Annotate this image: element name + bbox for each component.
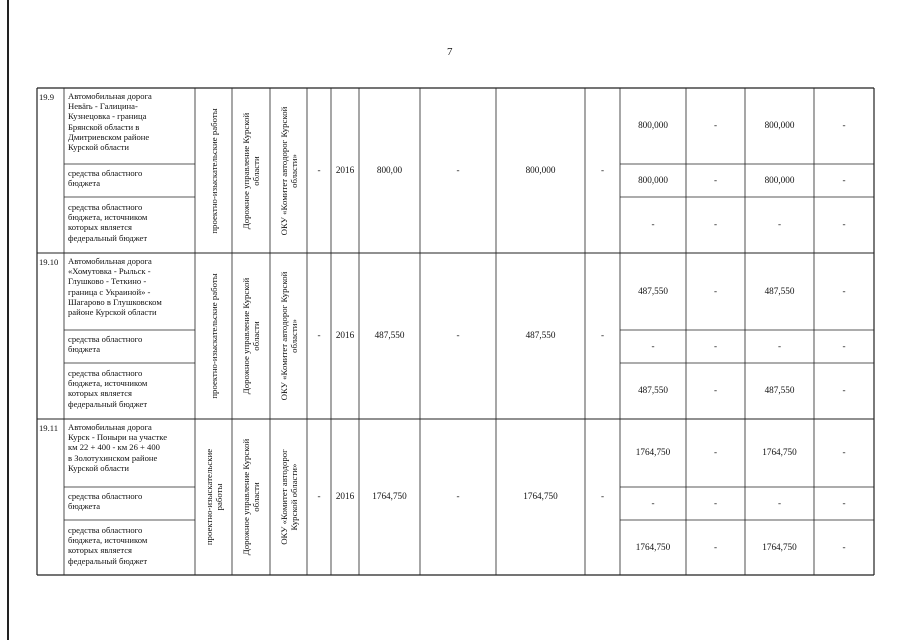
financing-value: - [842,174,846,185]
object-name: Курской области [68,142,130,152]
dash-cell: - [317,491,321,501]
financing-value: - [842,447,846,457]
funding-source-regional: средства областного [68,334,143,344]
customer-line: области [251,321,261,351]
financing-value: 800,000 [764,120,795,130]
financing-value: 487,550 [638,285,668,296]
financing-value: 1764,750 [762,541,797,552]
work-type-line: проектно-изыскательские [203,448,214,546]
year-cell: 2016 [335,491,355,501]
object-name: Брянской области в [68,121,140,132]
financing-value: - [713,219,718,229]
work-type [204,449,224,545]
executor-line: области» [288,153,299,188]
object-name: граница с Украиной» - [68,286,151,297]
customer [241,439,261,555]
financing-value: - [713,174,718,185]
financing-value: - [651,497,655,508]
funding-source-federal: которых является [68,388,132,399]
object-name: Глушково - Теткино - [68,276,147,287]
financing-value: - [713,385,718,395]
financing-value: 1764,750 [635,447,671,457]
financing-value: - [713,340,718,351]
object-name: Кузнецовка - граница [68,111,147,122]
financing-value: 487,550 [764,285,795,296]
financing-value: - [842,285,846,296]
amount-cell: 487,550 [525,330,556,340]
customer-line: Дорожное управление Курской [241,438,251,556]
object-name: Курской области [68,462,130,473]
dash-cell: - [456,491,460,501]
financing-value: - [842,219,846,229]
object-name: Шагарово в Глушковском [68,296,162,307]
funding-source-regional: средства областного [68,491,143,501]
financing-value: - [713,447,718,457]
customer [241,278,261,394]
object-name: Автомобильная дорога [68,422,152,432]
financing-value: - [842,541,846,552]
object-name: км 22 + 400 - км 26 + 400 [68,442,160,453]
row-number: 19.11 [39,423,59,433]
financing-value: - [713,541,718,552]
financing-value: - [777,497,782,508]
work-type [209,273,219,398]
cost-cell: 800,00 [376,164,403,175]
financing-value: 800,000 [638,174,668,185]
dash-cell: - [456,330,460,340]
financing-value: 800,000 [638,120,668,130]
customer-line: области [251,482,261,512]
financing-value: - [713,285,718,296]
year-cell: 2016 [335,164,355,175]
funding-source-federal: федеральный бюджет [68,555,148,566]
funding-source-federal: бюджета, источником [68,212,148,223]
funding-source-federal: бюджета, источником [68,378,148,389]
financing-value: 800,000 [764,174,795,185]
dash-cell: - [317,164,321,175]
work-type-line: проектно-изыскательские работы [208,273,219,399]
financing-value: 1764,750 [762,447,797,457]
financing-value: - [713,120,718,130]
work-type [209,108,219,233]
financing-value: - [713,497,718,508]
object-name: Дмитриевском районе [68,131,150,142]
object-name: районе Курской области [68,307,157,317]
customer-line: области [251,155,261,186]
object-name: «Хомутовка - Рыльск - [68,266,151,277]
object-name: Автомобильная дорога [68,256,152,266]
financing-value: - [651,340,655,351]
funding-source-federal: средства областного [68,368,143,378]
dash-cell: - [317,330,321,340]
customer [241,112,261,228]
row-number: 19.10 [39,257,59,267]
customer-line: Дорожное управление Курской [241,112,251,229]
funding-source-federal: федеральный бюджет [68,398,148,409]
funding-source-federal: средства областного [68,202,143,212]
funding-source-regional: средства областного [68,168,143,178]
executor-line: Курской области» [288,463,299,531]
financing-value: - [842,497,846,508]
cost-cell: 487,550 [374,330,405,340]
executor-line: ОКУ «Комитет автодорог Курской [278,106,289,235]
financing-value: - [842,385,846,395]
financing-value: - [651,219,655,229]
funding-source-federal: которых является [68,545,132,556]
dash-cell: - [600,330,605,340]
funding-source-federal: средства областного [68,525,143,535]
executor [279,106,299,235]
amount-cell: 1764,750 [523,491,558,501]
work-type-line: проектно-изыскательские работы [208,107,219,234]
dash-cell: - [600,491,605,501]
cost-cell: 1764,750 [372,491,407,501]
object-name: Автомобильная дорога [68,91,152,101]
object-name: Невärь - Галицина- [68,101,138,112]
financing-value: 1764,750 [635,541,671,552]
funding-source-regional: бюджета [68,501,101,512]
financing-value: 487,550 [764,385,795,395]
dash-cell: - [456,164,460,175]
dash-cell: - [600,164,605,175]
executor [279,449,299,545]
funding-source-federal: бюджета, источником [68,535,148,546]
funding-source-regional: бюджета [68,344,101,355]
financing-value: - [842,120,846,130]
financing-value: 487,550 [638,385,668,395]
work-type-line: работы [213,483,224,511]
amount-cell: 800,000 [525,164,556,175]
row-number: 19.9 [39,92,55,102]
financing-value: - [777,340,782,351]
object-name: в Золотухинском районе [68,452,158,463]
executor [279,272,299,401]
year-cell: 2016 [335,330,355,340]
financing-value: - [842,340,846,351]
customer-line: Дорожное управление Курской [241,277,251,395]
funding-source-federal: которых является [68,222,132,233]
financing-value: - [777,219,782,229]
executor-line: области» [288,319,299,353]
page-number: 7 [447,46,453,58]
funding-source-federal: федеральный бюджет [68,232,148,243]
object-name: Курск - Поныри на участке [68,432,168,443]
executor-line: ОКУ «Комитет автодорог Курской [278,271,289,401]
funding-source-regional: бюджета [68,178,101,189]
executor-line: ОКУ «Комитет автодорог [278,449,289,545]
